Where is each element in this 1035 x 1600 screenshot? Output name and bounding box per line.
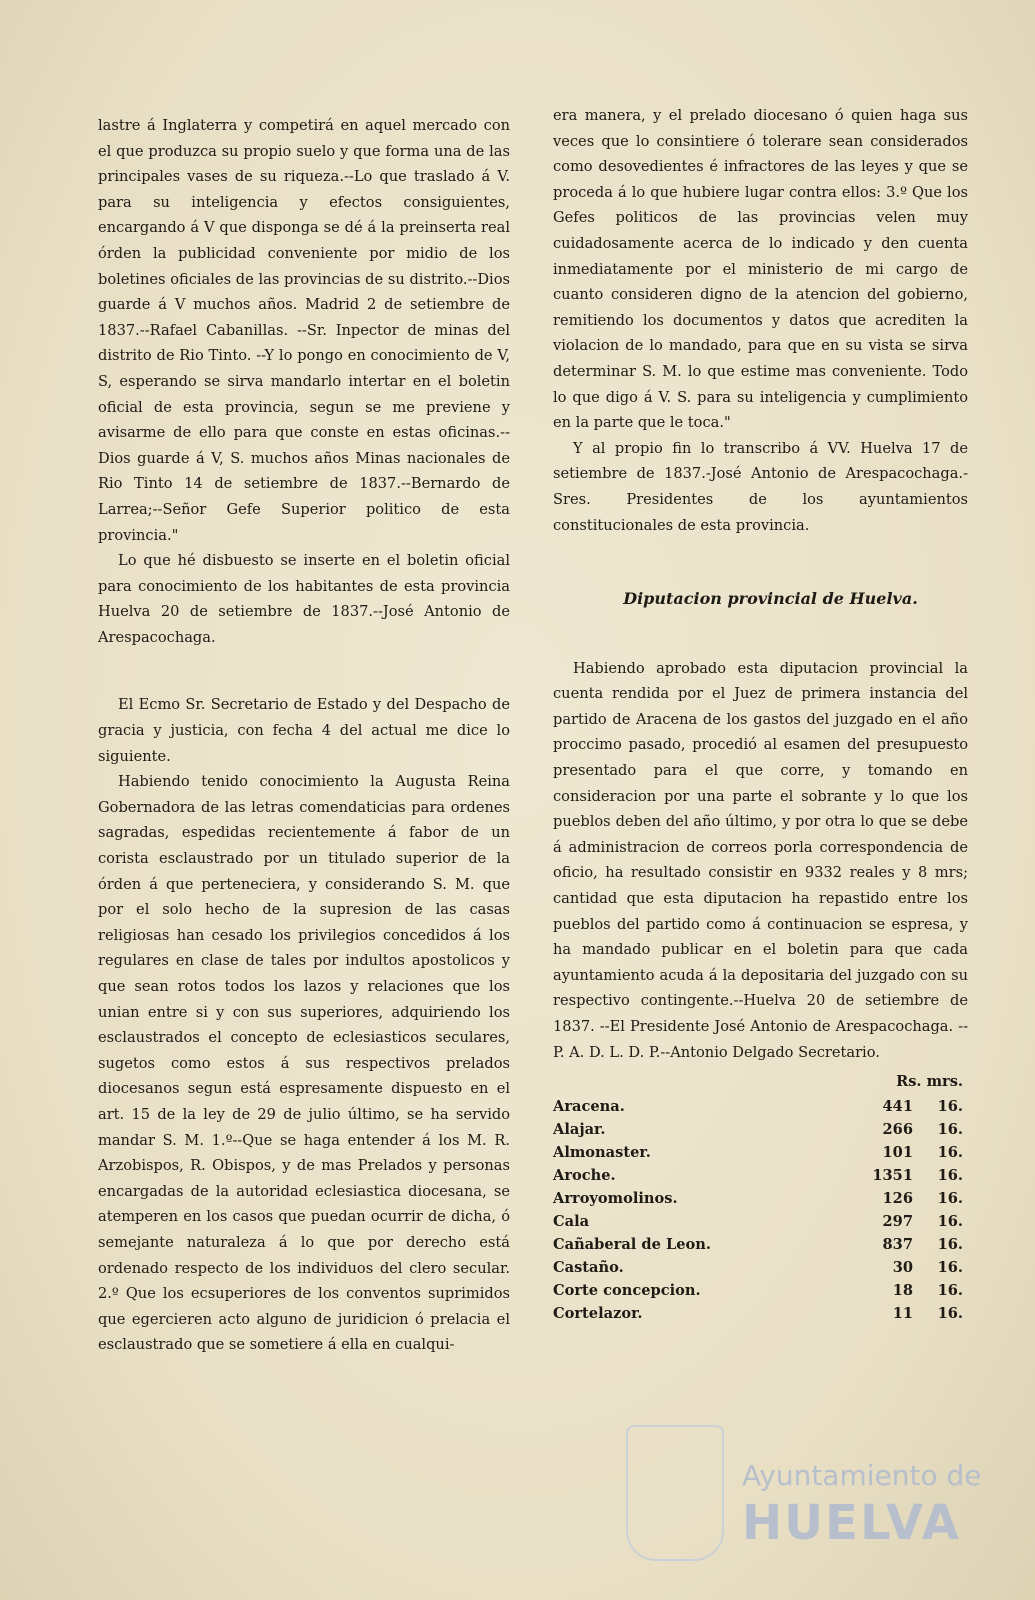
table-cell-town: Alajar. — [553, 1121, 606, 1139]
watermark-line-1: Ayuntamiento de — [742, 1459, 982, 1492]
table-row — [553, 1141, 963, 1164]
table-cell-mrs: 16. — [937, 1282, 963, 1300]
left-paragraph-4: Habiendo tenido conocimiento la Augusta Reina Gobernadora de las letras comendaticias para ordenes sagradas, espedidas recientemente á fabor de un corista esclaustrado por un titulado superior de la órden á que perteneciera, y considerando S. M. que por el solo hecho de la supresion de las casas religiosas han cesado los privilegios concedidos á los regulares en clase de tales por indultos apostolicos y que sean rotos todos los lazos y relaciones que los unian entre si y con sus superiores, adquiriendo los esclaustrados el concepto de eclesiasticos seculares, sugetos como estos á sus respectivos prelados diocesanos segun está espresamente dispuesto en el art. 15 de la ley de 29 de julio último, se ha servido mandar S. M. 1.º--Que se haga entender á los M. R. Arzobispos, R. Obispos, y de mas Prelados y personas encargadas de la autoridad eclesiastica diocesana, se atemperen en los casos que puedan ocurrir de dicha, ó semejante naturaleza á lo que por derecho está ordenado respecto de los individuos del clero secular. 2.º Que los ecsuperiores de los conventos suprimidos que egercieren acto alguno de juridicion ó prelacia el esclaustrado que se sometiere á ella en cualqui- — [98, 773, 510, 1354]
table-row — [553, 1187, 963, 1210]
left-paragraph-3: El Ecmo Sr. Secretario de Estado y del Despacho de gracia y justicia, con fecha 4 del actual me dice lo siguiente. — [98, 696, 510, 765]
table-cell-rs: 1351 — [872, 1167, 913, 1185]
table-cell-rs: 11 — [892, 1305, 913, 1323]
table-header: Rs. mrs. — [896, 1073, 963, 1091]
allocation-table — [553, 1069, 963, 1325]
table-cell-mrs: 16. — [937, 1144, 963, 1162]
table-cell-mrs: 16. — [937, 1305, 963, 1323]
left-column — [98, 113, 510, 1358]
table-cell-mrs: 16. — [937, 1213, 963, 1231]
table-row — [553, 1210, 963, 1233]
table-cell-town: Cala — [553, 1213, 590, 1231]
table-row — [553, 1256, 963, 1279]
left-paragraph-1: lastre á Inglaterra y competirá en aquel mercado con el que produzca su propio suelo y que forma una de las principales vases de su riqueza.--Lo que traslado á V. para su inteligencia y efectos consiguientes, encargando á V que disponga se dé á la preinserta real órden la publicidad conveniente por midio de los boletines oficiales de las provincias de su distrito.--Dios guarde á V muchos años. Madrid 2 de setiembre de 1837.--Rafael Cabanillas. --Sr. Inpector de minas del distrito de Rio Tinto. --Y lo pongo en conocimiento de V, S, esperando se sirva mandarlo intertar en el boletin oficial de esta provincia, segun se me previene y avisarme de ello para que conste en estas oficinas.--Dios guarde á V, S. muchos años Minas nacionales de Rio Tinto 14 de setiembre de 1837.--Bernardo de Larrea;--Señor Gefe Superior politico de esta provincia." — [98, 117, 510, 544]
table-cell-mrs: 16. — [937, 1190, 963, 1208]
table-cell-town: Castaño. — [553, 1259, 624, 1277]
table-cell-rs: 441 — [882, 1098, 913, 1116]
table-cell-mrs: 16. — [937, 1098, 963, 1116]
table-cell-mrs: 16. — [937, 1236, 963, 1254]
table-row — [553, 1279, 963, 1302]
section-heading: Diputacion provincial de Huelva. — [623, 589, 918, 609]
table-cell-mrs: 16. — [937, 1167, 963, 1185]
table-row — [553, 1164, 963, 1187]
table-row — [553, 1118, 963, 1141]
right-paragraph-3: Habiendo aprobado esta diputacion provincial la cuenta rendida por el Juez de primera instancia del partido de Aracena de los gastos del juzgado en el año proccimo pasado, procedió al esamen del presupuesto presentado para el que corre, y tomando en consideracion por una parte el sobrante y lo que los pueblos deben del año último, y por otra lo que se debe á administracion de correos porla correspondencia de oficio, ha resultado consistir en 9332 reales y 8 mrs; cantidad que esta diputacion ha repastido entre los pueblos del partido como á continuacion se espresa, y ha mandado publicar en el boletin para que cada ayuntamiento acuda á la depositaria del juzgado con su respectivo contingente.--Huelva 20 de setiembre de 1837. --El Presidente José Antonio de Arespacochaga. --P. A. D. L. D. P.--Antonio Delgado Secretario. — [553, 659, 968, 1061]
table-cell-town: Cortelazor. — [553, 1305, 643, 1323]
right-paragraph-1: era manera, y el prelado diocesano ó quien haga sus veces que lo consintiere ó tolerare sean considerados como desovedientes é infractores de las leyes y que se proceda á lo que hubiere lugar contra ellos: 3.º Que los Gefes politicos de las provincias velen muy cuidadosamente acerca de lo indicado y den cuenta inmediatamente por el ministerio de mi cargo de cuanto consideren digno de la atencion del gobierno, remitiendo los documentos y datos que acrediten la violacion de lo mandado, para que en su vista se sirva determinar S. M. lo que estime mas conveniente. Todo lo que digo á V. S. para su inteligencia y cumplimiento en la parte que le toca." — [553, 107, 968, 432]
table-row — [553, 1302, 963, 1325]
left-paragraph-2: Lo que hé disbuesto se inserte en el boletin oficial para conocimiento de los habitantes de esta provincia Huelva 20 de setiembre de 1837.--José Antonio de Arespacochaga. — [98, 552, 510, 646]
table-cell-town: Aroche. — [553, 1167, 616, 1185]
right-paragraph-2: Y al propio fin lo transcribo á VV. Huelva 17 de setiembre de 1837.-José Antonio de Arespacochaga.-Sres. Presidentes de los ayuntamientos constitucionales de esta provincia. — [553, 439, 968, 534]
table-cell-town: Cañaberal de Leon. — [553, 1236, 711, 1254]
table-cell-mrs: 16. — [937, 1259, 963, 1277]
table-cell-rs: 18 — [892, 1282, 913, 1300]
watermark-line-2: HUELVA — [742, 1495, 961, 1551]
table-cell-rs: 126 — [882, 1190, 913, 1208]
table-cell-town: Aracena. — [553, 1098, 625, 1116]
table-cell-rs: 837 — [882, 1236, 913, 1254]
table-cell-rs: 266 — [882, 1121, 913, 1139]
table-cell-rs: 101 — [882, 1144, 913, 1162]
crest-icon — [626, 1425, 724, 1561]
table-row — [553, 1095, 963, 1118]
table-row — [553, 1233, 963, 1256]
table-cell-town: Almonaster. — [553, 1144, 651, 1162]
table-cell-rs: 30 — [892, 1259, 913, 1277]
table-header-row — [553, 1069, 963, 1095]
table-cell-town: Arroyomolinos. — [553, 1190, 678, 1208]
table-cell-town: Corte concepcion. — [553, 1282, 701, 1300]
right-column — [553, 103, 968, 1325]
watermark — [618, 1425, 982, 1565]
table-cell-rs: 297 — [882, 1213, 913, 1231]
table-cell-mrs: 16. — [937, 1121, 963, 1139]
